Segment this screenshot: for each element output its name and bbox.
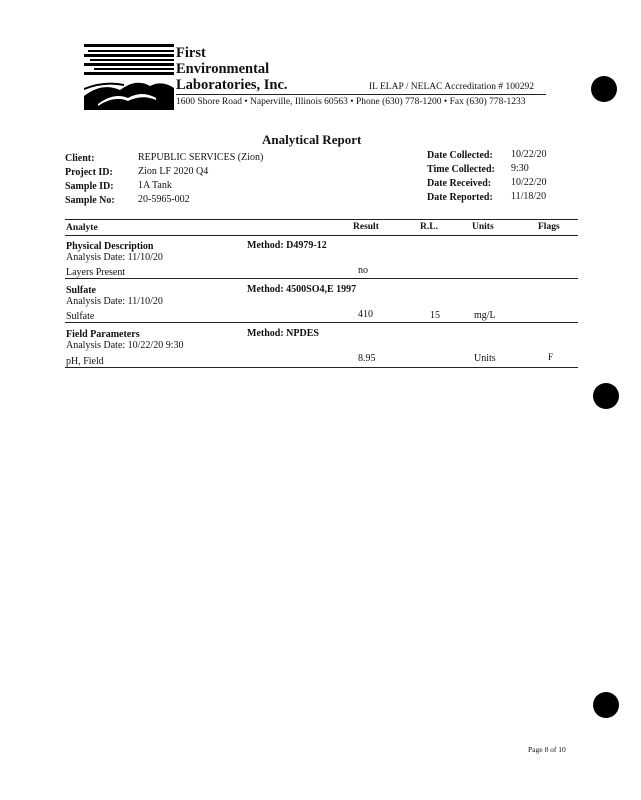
date-received-label: Date Received:	[427, 178, 492, 189]
date-collected-value: 10/22/20	[511, 149, 547, 160]
section-method: Method: NPDES	[247, 328, 319, 339]
row-rule	[65, 322, 578, 323]
row-analyte: Sulfate	[66, 311, 95, 322]
date-reported-value: 11/18/20	[511, 191, 547, 202]
row-analyte: Layers Present	[66, 267, 126, 278]
time-collected-value: 9:30	[511, 163, 529, 174]
row-rule	[65, 278, 578, 279]
row-result: 410	[358, 309, 373, 320]
section-name: Sulfate	[66, 285, 96, 296]
col-header-analyte: Analyte	[66, 223, 98, 233]
accreditation-text: IL ELAP / NELAC Accreditation # 100292	[369, 82, 534, 92]
analysis-date: Analysis Date: 11/10/20	[66, 296, 163, 307]
col-header-rl: R.L.	[420, 222, 438, 232]
company-name-line2: Environmental	[176, 61, 270, 77]
date-reported-label: Date Reported:	[427, 192, 493, 203]
binder-hole-bottom	[593, 692, 619, 718]
section-method: Method: D4979-12	[247, 240, 327, 251]
project-id-label: Project ID:	[65, 167, 113, 178]
col-header-units: Units	[472, 222, 494, 232]
binder-hole-top	[591, 76, 617, 102]
company-name-line3: Laboratories, Inc.	[176, 77, 288, 93]
sample-id-label: Sample ID:	[65, 181, 114, 192]
company-address: 1600 Shore Road • Naperville, Illinois 60563 • Phone (630) 778-1200 • Fax (630) 778-1233	[176, 97, 526, 107]
analysis-date: Analysis Date: 10/22/20 9:30	[66, 340, 184, 351]
table-header-rule	[65, 235, 578, 236]
company-name-line1: First	[176, 45, 206, 61]
project-id-value: Zion LF 2020 Q4	[138, 166, 209, 177]
header-rule	[176, 94, 546, 95]
row-result: no	[358, 265, 368, 276]
client-label: Client:	[65, 153, 95, 164]
sample-no-label: Sample No:	[65, 195, 115, 206]
sample-no-value: 20-5965-002	[138, 194, 190, 205]
table-top-rule	[65, 219, 578, 220]
section-name: Physical Description	[66, 241, 154, 252]
time-collected-label: Time Collected:	[427, 164, 495, 175]
row-units: mg/L	[474, 310, 496, 321]
page-number: Page 8 of 10	[528, 745, 566, 754]
col-header-result: Result	[353, 222, 379, 232]
row-flags: F	[548, 352, 554, 362]
date-received-value: 10/22/20	[511, 177, 547, 188]
section-name: Field Parameters	[66, 329, 140, 340]
row-rl: 15	[430, 310, 440, 321]
col-header-flags: Flags	[538, 222, 560, 232]
company-logo-graphic	[84, 44, 174, 110]
row-analyte: pH, Field	[66, 356, 104, 367]
date-collected-label: Date Collected:	[427, 150, 493, 161]
client-value: REPUBLIC SERVICES (Zion)	[138, 152, 264, 163]
report-title: Analytical Report	[262, 132, 362, 147]
analysis-date: Analysis Date: 11/10/20	[66, 252, 163, 263]
binder-hole-middle	[593, 383, 619, 409]
section-method: Method: 4500SO4,E 1997	[247, 284, 357, 295]
row-units: Units	[474, 353, 496, 364]
row-rule	[65, 367, 578, 368]
row-result: 8.95	[358, 353, 376, 364]
sample-id-value: 1A Tank	[138, 180, 172, 191]
